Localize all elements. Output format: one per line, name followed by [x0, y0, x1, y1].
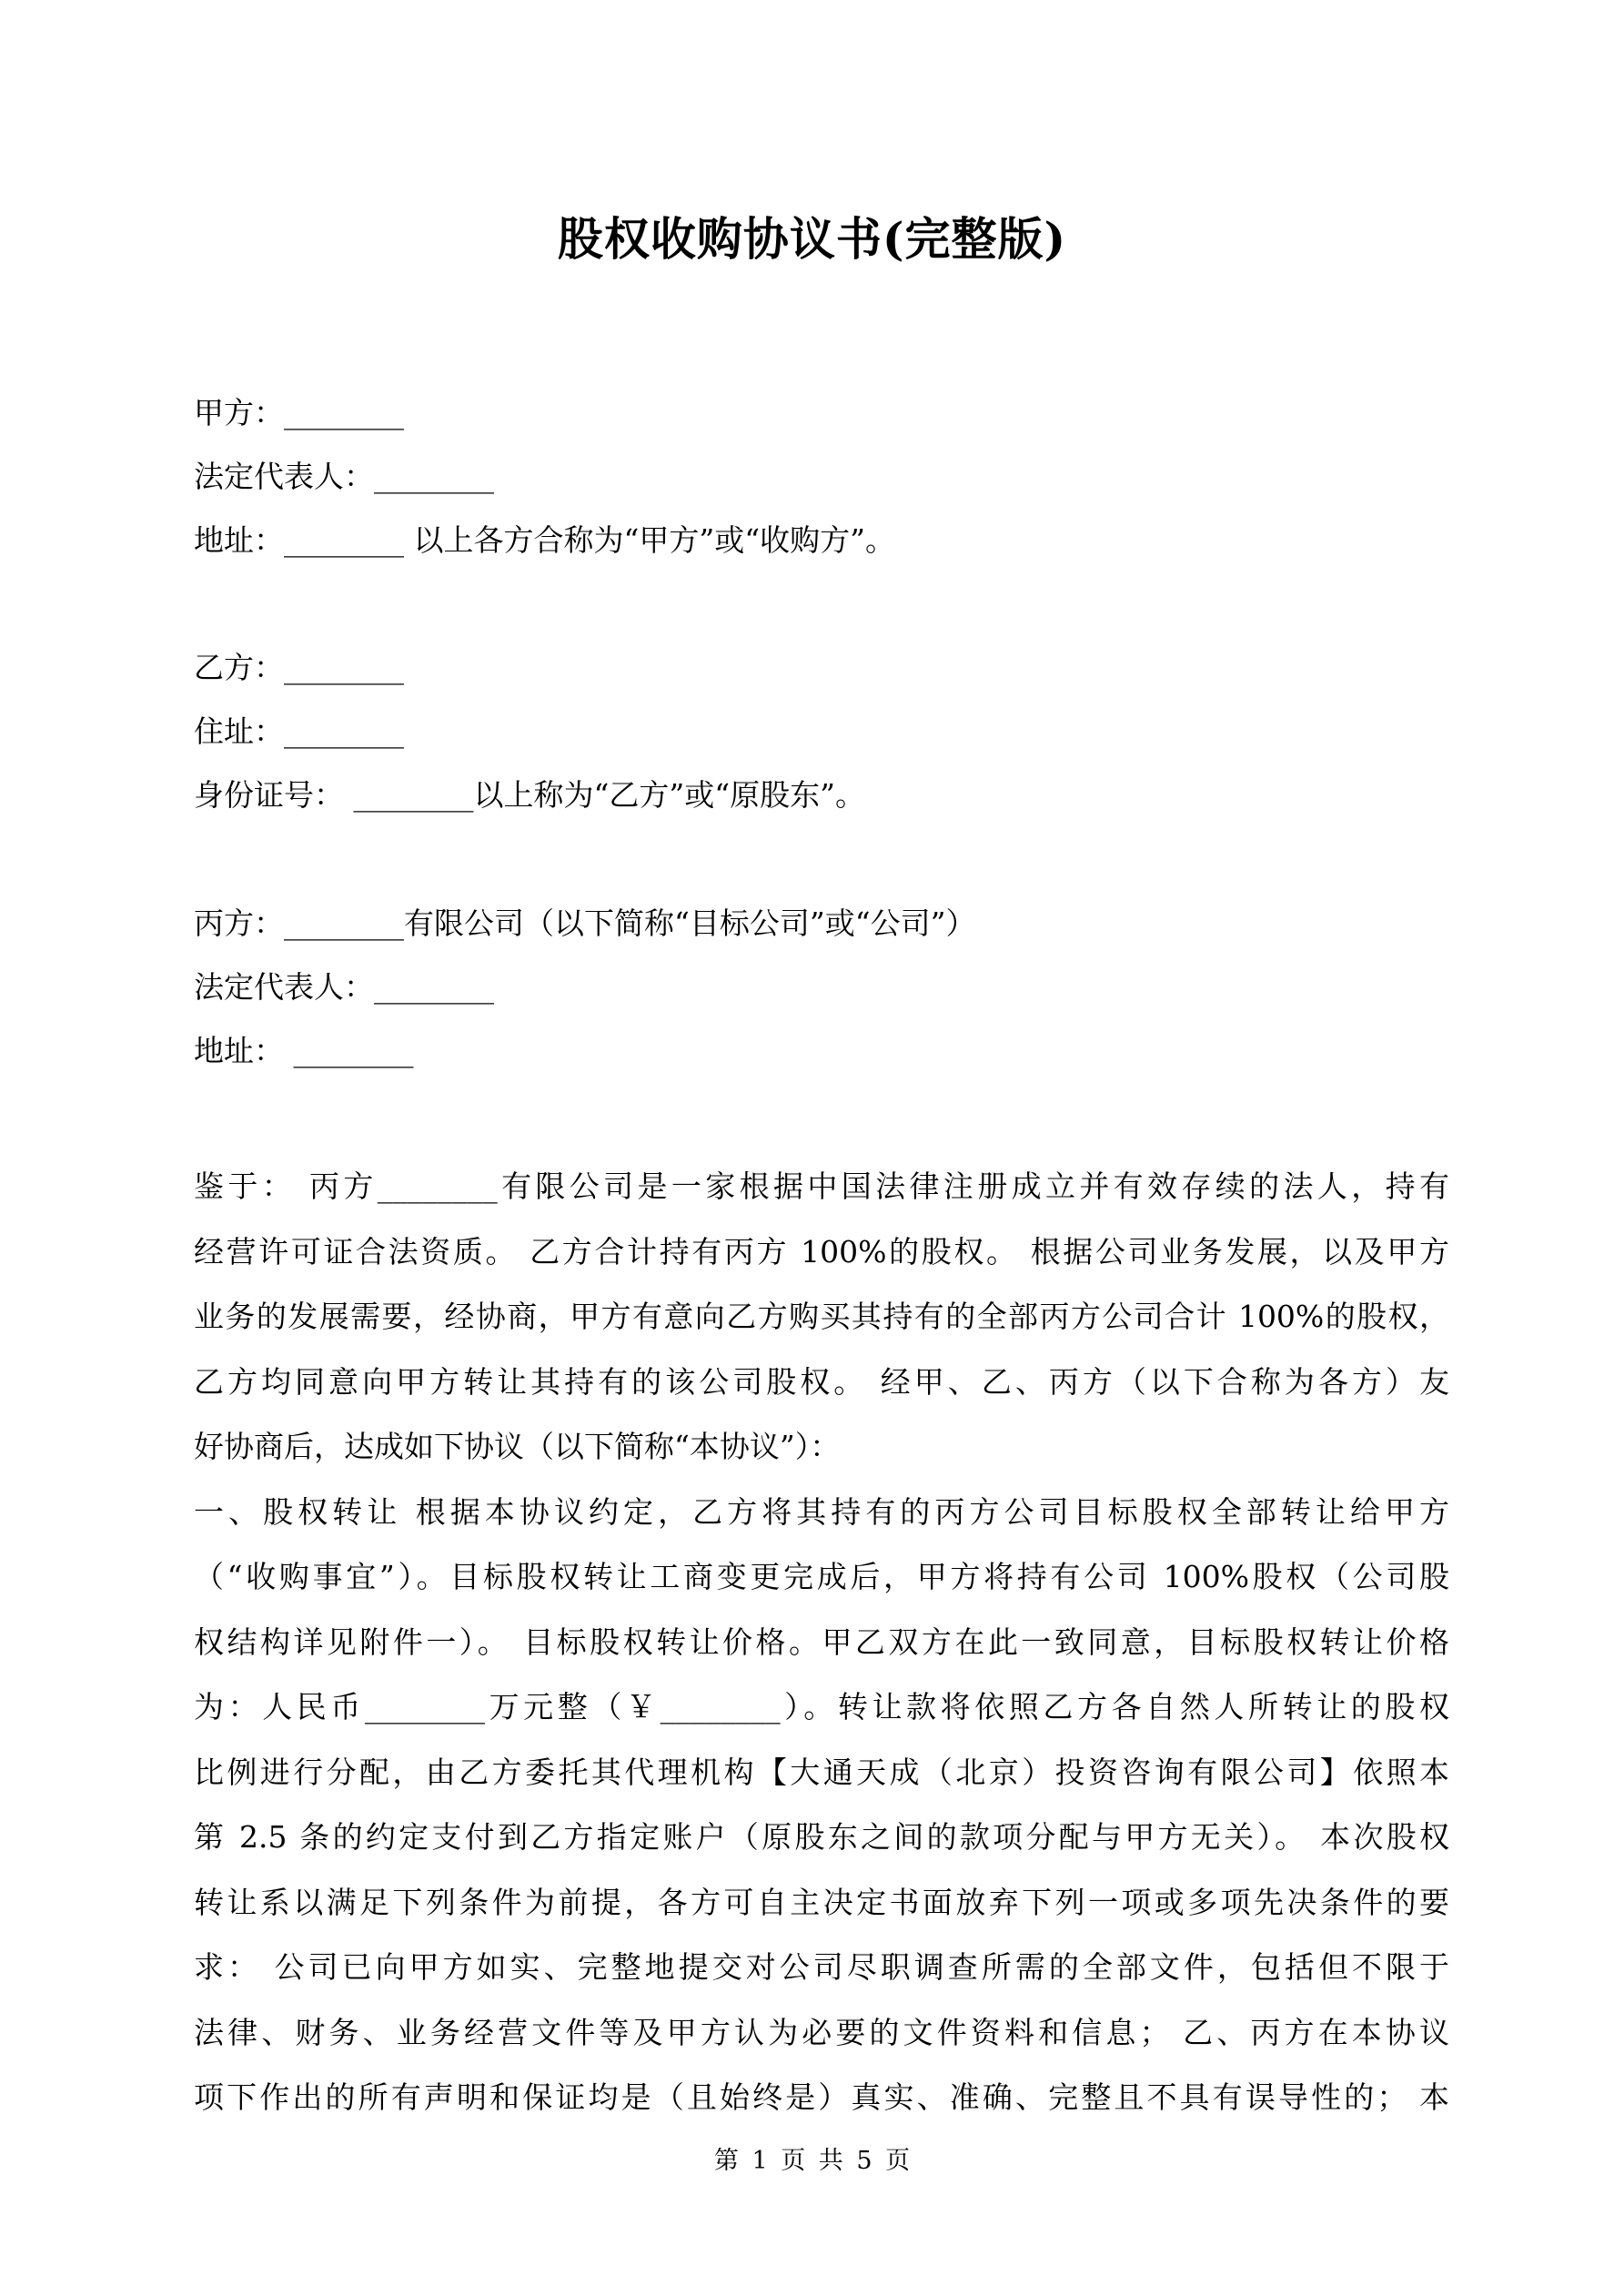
- body-line: （“收购事宜”）。目标股权转让工商变更完成后，甲方将持有公司 100%股权（公司股: [194, 1559, 1449, 1594]
- body-line: 项下作出的所有声明和保证均是（且始终是）真实、准确、完整且不具有误导性的； 本: [194, 2079, 1449, 2115]
- body-line: 一、股权转让 根据本协议约定，乙方将其持有的丙方公司目标股权全部转让给甲方: [194, 1493, 1449, 1530]
- body-line: 鉴于： 丙方________有限公司是一家根据中国法律注册成立并有效存续的法人，持有: [194, 1168, 1449, 1204]
- body-line: 为：人民币________万元整（￥________）。转让款将依照乙方各自然人所转让的股权: [194, 1689, 1449, 1725]
- body-line: 好协商后，达成如下协议（以下简称“本协议”）：: [194, 1429, 841, 1464]
- body-line: 转让系以满足下列条件为前提，各方可自主决定书面放弃下列一项或多项先决条件的要: [194, 1884, 1449, 1920]
- party-c-section: [194, 892, 1449, 1083]
- document-title: 股权收购协议书(完整版): [557, 212, 1067, 266]
- party-c-address: 地址： ________: [194, 1033, 414, 1068]
- body-line: 业务的发展需要，经协商，甲方有意向乙方购买其持有的全部丙方公司合计 100%的股权，: [194, 1299, 1449, 1334]
- party-a-address: 地址：________ 以上各方合称为“甲方”或“收购方”。: [194, 522, 895, 558]
- party-c-representative: 法定代表人：________: [194, 969, 494, 1005]
- party-b-name: 乙方：________: [194, 650, 404, 685]
- party-a-name: 甲方：________: [194, 395, 404, 430]
- party-b-id-number: 身份证号： ________以上称为“乙方”或“原股东”。: [194, 777, 865, 813]
- party-c-name: 丙方：________有限公司（以下简称“目标公司”或“公司”）: [194, 905, 976, 941]
- body-line: 第 2.5 条的约定支付到乙方指定账户（原股东之间的款项分配与甲方无关）。 本次股权: [194, 1819, 1449, 1855]
- page-footer: 第 1 页 共 5 页: [713, 2147, 911, 2175]
- party-a-representative: 法定代表人：________: [194, 459, 494, 494]
- body-line: 比例进行分配，由乙方委托其代理机构【大通天成（北京）投资咨询有限公司】依照本: [194, 1754, 1449, 1790]
- body-line: 法律、财务、业务经营文件等及甲方认为必要的文件资料和信息； 乙、丙方在本协议: [194, 2014, 1449, 2050]
- body-line: 权结构详见附件一）。 目标股权转让价格。甲乙双方在此一致同意，目标股权转让价格: [194, 1623, 1449, 1660]
- body-line: 乙方均同意向甲方转让其持有的该公司股权。 经甲、乙、丙方（以下合称为各方）友: [194, 1363, 1449, 1400]
- body-line: 经营许可证合法资质。 乙方合计持有丙方 100%的股权。 根据公司业务发展，以及甲方: [194, 1233, 1449, 1269]
- party-a-section: [194, 381, 1449, 572]
- body-line: 求： 公司已向甲方如实、完整地提交对公司尽职调查所需的全部文件，包括但不限于: [194, 1949, 1449, 1985]
- agreement-body: [194, 1154, 1449, 2130]
- party-b-residence: 住址：________: [194, 713, 404, 749]
- party-b-section: [194, 636, 1449, 827]
